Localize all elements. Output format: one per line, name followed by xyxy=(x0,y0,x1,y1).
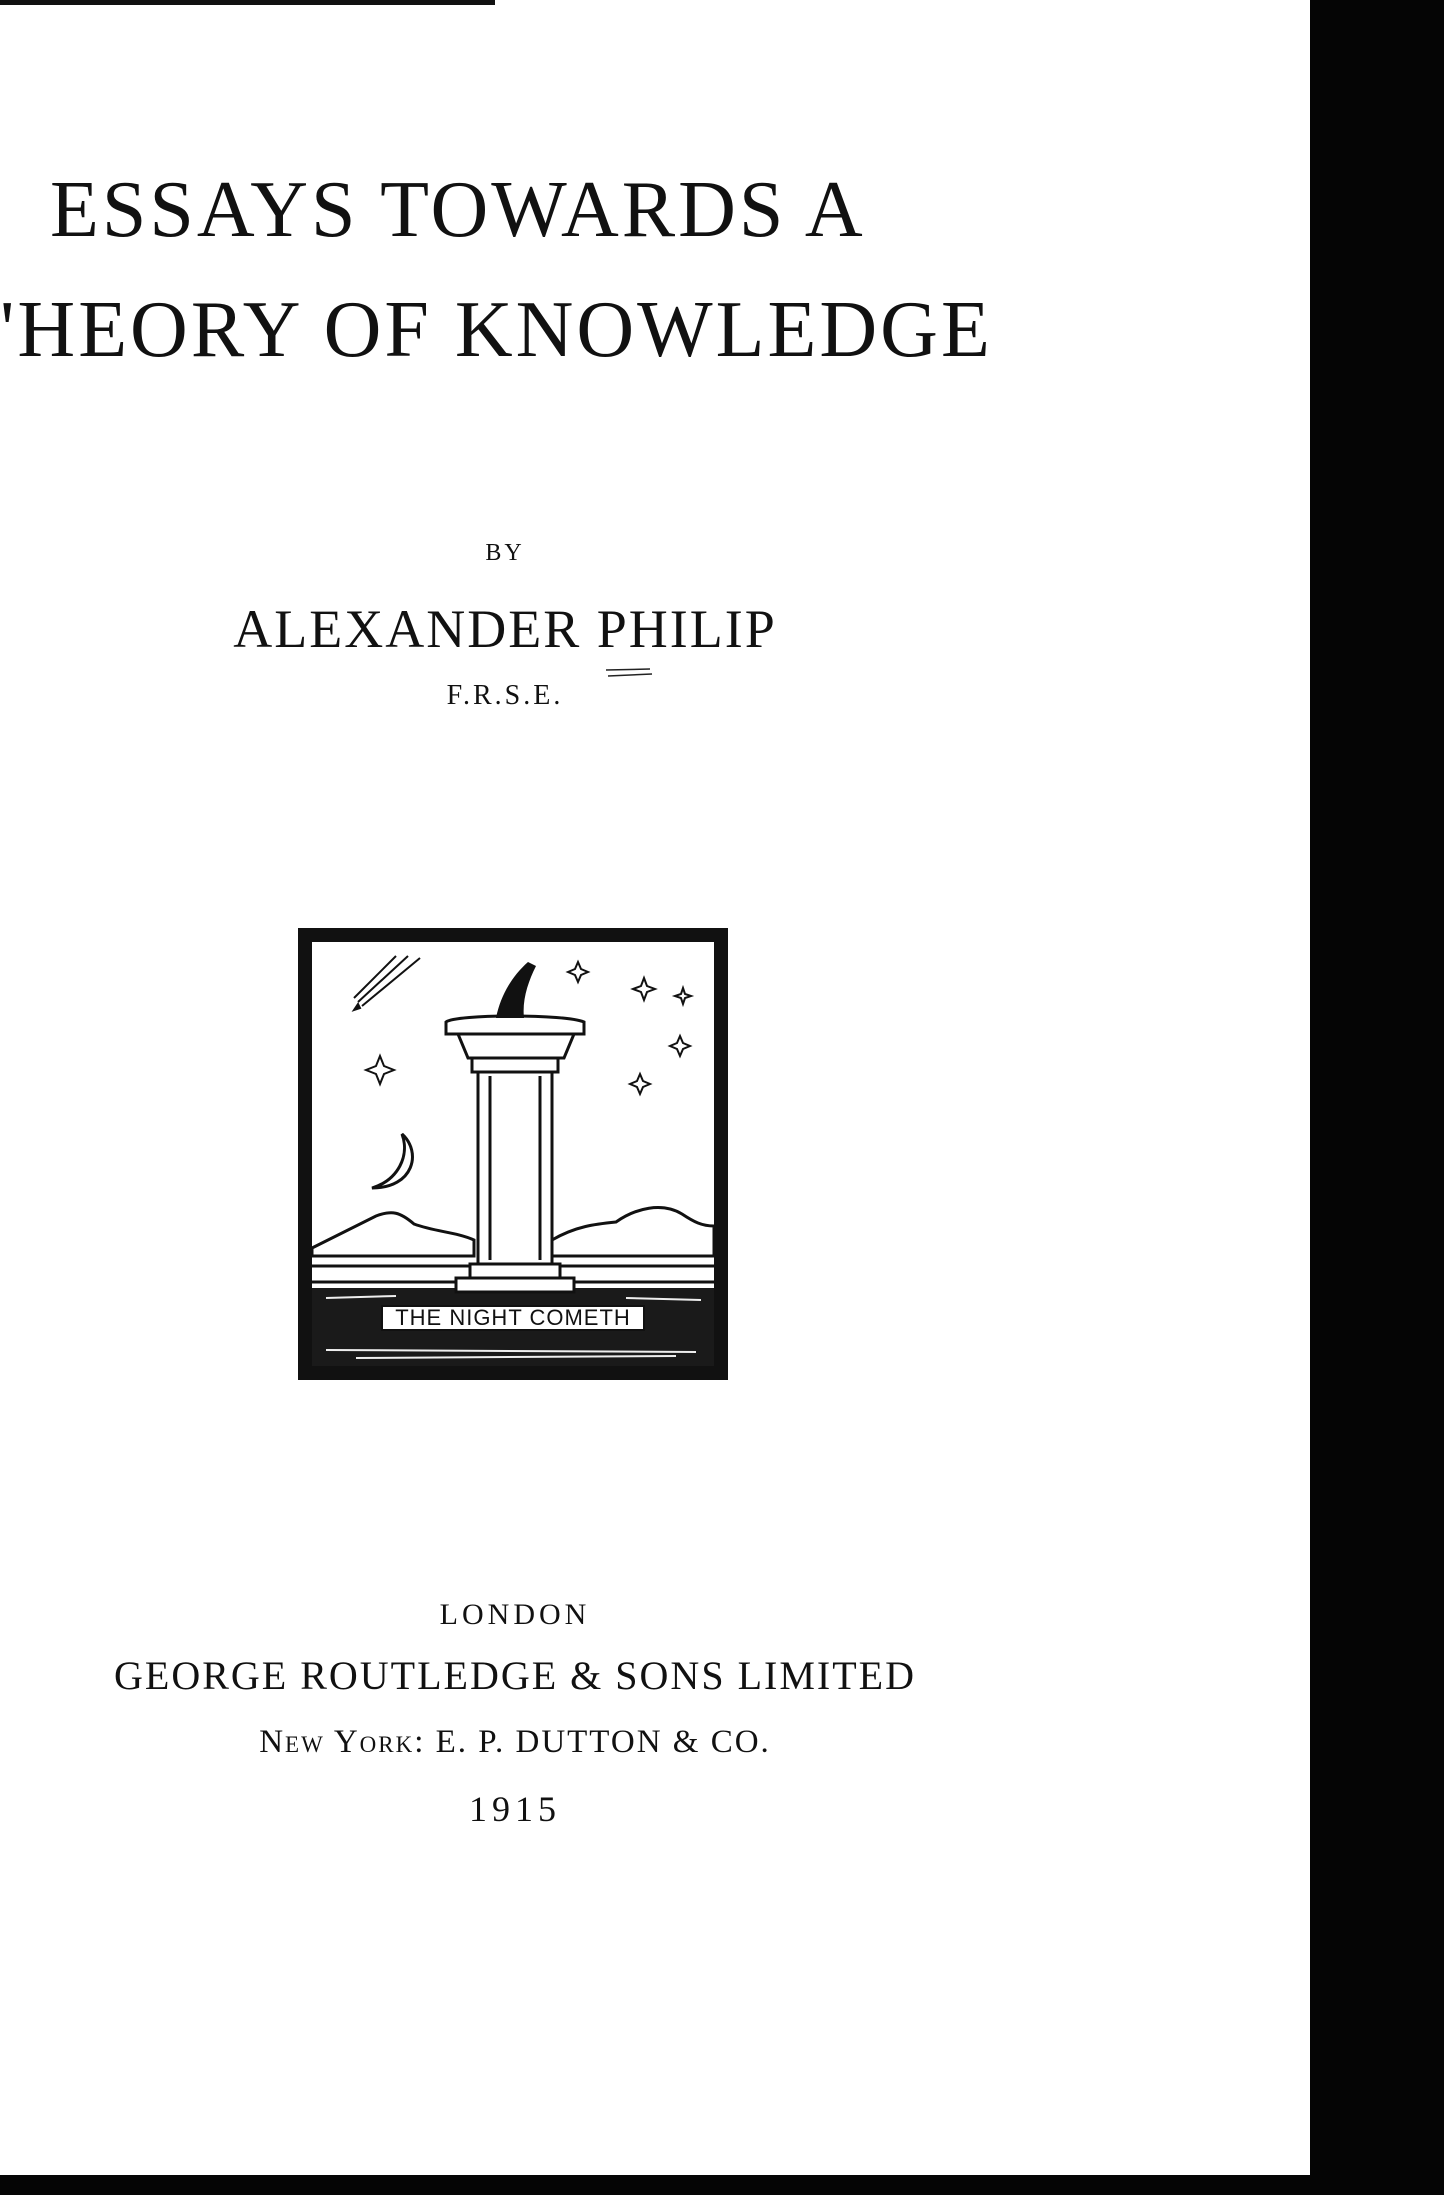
imprint-year: 1915 xyxy=(469,1789,561,1829)
bottom-scan-edge xyxy=(0,2175,1310,2195)
author-degree: F.R.S.E. xyxy=(446,680,564,711)
top-edge-rule xyxy=(0,0,495,5)
author-name: ALEXANDER PHILIP xyxy=(233,599,777,659)
pencil-underline-mark xyxy=(604,666,654,680)
book-title xyxy=(0,150,1080,390)
device-motto: THE NIGHT COMETH xyxy=(395,1305,631,1330)
title-line-1: ESSAYS TOWARDS A xyxy=(50,166,866,254)
publisher-device-illustration xyxy=(296,926,730,1382)
imprint-co-publisher: New York: E. P. DUTTON & CO. xyxy=(259,1724,771,1760)
by-label: BY xyxy=(485,540,525,566)
imprint-city: LONDON xyxy=(439,1598,591,1631)
imprint-publisher: GEORGE ROUTLEDGE & SONS LIMITED xyxy=(114,1653,916,1698)
title-line-2: 'HEORY OF KNOWLEDGE xyxy=(0,286,993,374)
right-scan-edge xyxy=(1310,0,1444,2195)
